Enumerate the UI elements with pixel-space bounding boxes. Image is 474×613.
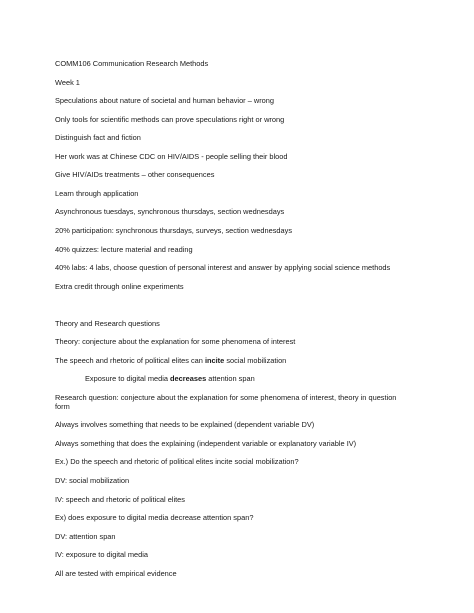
text-run: social mobilization bbox=[224, 356, 287, 365]
indented-example-line bbox=[85, 374, 455, 383]
note-line: 40% labs: 4 labs, choose question of personal interest and answer by applying social science methods bbox=[55, 263, 391, 272]
note-line: Only tools for scientific methods can prove speculations right or wrong bbox=[55, 115, 285, 124]
text-run: Exposure to digital media bbox=[85, 374, 171, 383]
note-line: Distinguish fact and fiction bbox=[55, 133, 141, 142]
note-line: Asynchronous tuesdays, synchronous thursdays, section wednesdays bbox=[55, 207, 285, 216]
note-line: Learn through application bbox=[55, 189, 139, 198]
note-line: DV: attention span bbox=[55, 532, 116, 541]
bold-text-run: incite bbox=[204, 356, 225, 365]
note-line: 40% quizzes: lecture material and reading bbox=[55, 245, 193, 254]
section-heading: Theory and Research questions bbox=[55, 319, 160, 328]
note-line: DV: social mobilization bbox=[55, 476, 130, 485]
note-line: Research question: conjecture about the explanation for some phenomena of interest, theory in question form bbox=[55, 393, 397, 411]
note-line: Extra credit through online experiments bbox=[55, 282, 184, 291]
text-run: The speech and rhetoric of political elites can bbox=[55, 356, 205, 365]
note-line: Theory: conjecture about the explanation for some phenomena of interest bbox=[55, 337, 296, 346]
note-line: Ex) does exposure to digital media decrease attention span? bbox=[55, 513, 254, 522]
note-line: Always something that does the explaining (independent variable or explanatory variable IV) bbox=[55, 439, 357, 448]
note-line: All are tested with empirical evidence bbox=[55, 569, 177, 578]
note-line bbox=[55, 356, 425, 365]
note-line: Always involves something that needs to be explained (dependent variable DV) bbox=[55, 420, 315, 429]
note-line: IV: speech and rhetoric of political elites bbox=[55, 495, 185, 504]
bold-text-run: decreases bbox=[170, 374, 207, 383]
note-line: Give HIV/AIDs treatments – other consequences bbox=[55, 170, 215, 179]
week-heading: Week 1 bbox=[55, 78, 80, 87]
note-line: Her work was at Chinese CDC on HIV/AIDS - people selling their blood bbox=[55, 152, 288, 161]
note-line: Speculations about nature of societal and human behavior – wrong bbox=[55, 96, 274, 105]
text-run: attention span bbox=[206, 374, 255, 383]
note-line: 20% participation: synchronous thursdays, surveys, section wednesdays bbox=[55, 226, 293, 235]
note-line: IV: exposure to digital media bbox=[55, 550, 148, 559]
note-line: Ex.) Do the speech and rhetoric of political elites incite social mobilization? bbox=[55, 457, 299, 466]
course-title: COMM106 Communication Research Methods bbox=[55, 59, 209, 68]
